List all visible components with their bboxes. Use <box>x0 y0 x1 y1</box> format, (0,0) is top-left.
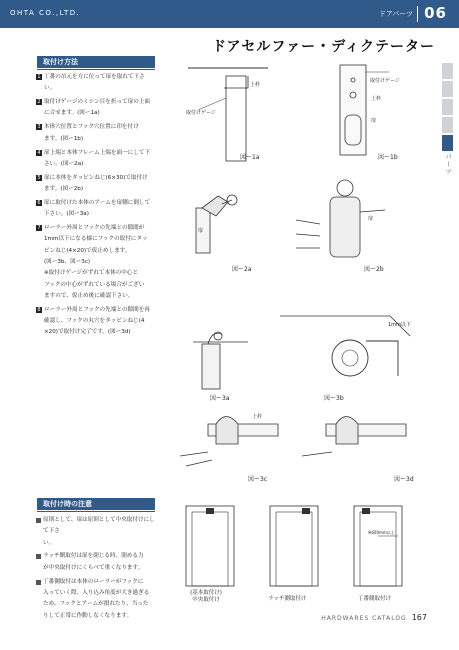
hook-block <box>216 417 238 445</box>
figure-3c-label: 図ー3c <box>248 476 268 483</box>
side-tab <box>442 81 453 97</box>
step-text: ます。(図ー1b) <box>44 135 83 142</box>
step-text: 扉に取付けた本体のアームを扉側に倒して <box>44 199 151 206</box>
caution-heading: 取付け時の注意 <box>37 498 155 510</box>
door-frame <box>270 506 318 586</box>
caution-text: りして正常に作動しなくなります。 <box>43 612 133 619</box>
page-number: 167 <box>411 613 427 622</box>
side-tab <box>442 63 453 79</box>
door-label-latch: ラッチ側取付け <box>268 596 307 602</box>
door-frame <box>354 506 402 586</box>
step-text: に合せます。(図ー1a) <box>44 110 100 117</box>
page-code: 06 <box>424 4 447 22</box>
step-text: ※取付けゲージがずれて本体の中心と <box>44 270 139 277</box>
figure-1b <box>325 60 435 160</box>
page-title: ドアセルファー・ディクテーター <box>211 39 435 55</box>
figure-2b-label: 図ー2b <box>364 266 384 273</box>
figure-1a-label: 図ー1a <box>240 154 260 161</box>
small-note: ※600mm以上 <box>368 530 395 535</box>
section-name: ドアパーツ <box>379 10 413 18</box>
gauge-shape <box>224 76 248 88</box>
install-step <box>36 148 160 171</box>
step-text: さい。(図ー2a) <box>44 160 84 167</box>
measure-label: 1mm以下 <box>388 322 411 328</box>
step-text: ローラー外周とフックの先端との隙間が <box>44 225 145 232</box>
upper-label-2: 上枠 <box>371 96 382 102</box>
company-name: OHTA CO.,LTD. <box>10 9 81 17</box>
screw <box>296 220 320 224</box>
door-leaf <box>360 512 396 586</box>
figure-3c <box>178 404 288 474</box>
leader-line <box>198 98 226 110</box>
step-number: 4 <box>37 149 41 156</box>
step-text: ローラー外周とフックの先端との隙間を再 <box>44 306 150 313</box>
upper-label-3: 上枠 <box>252 414 263 420</box>
figure-3b <box>270 296 420 396</box>
caution-text: ため、フックとアームが損れたり、当った <box>43 601 149 608</box>
gauge-sheet <box>340 65 366 155</box>
figure-3d-label: 図ー3d <box>394 476 414 483</box>
upper-label: 上枠 <box>250 82 261 88</box>
screw <box>186 460 212 466</box>
figure-3d <box>296 404 416 474</box>
figure-2b <box>290 172 400 267</box>
bullet-square <box>36 554 41 559</box>
closer-center <box>206 508 214 514</box>
door-frame <box>186 506 234 586</box>
door-label-2: 扉 <box>198 228 204 234</box>
step-number: 2 <box>37 99 41 106</box>
caution-text: 丁番側取付は本体のローラーがフックに <box>43 578 144 585</box>
step-number: 8 <box>37 306 41 313</box>
body-block <box>330 197 360 257</box>
caution-notes <box>36 515 160 624</box>
install-step <box>36 223 160 302</box>
step-text: 取付けゲージのミシン目を折って扉の上面 <box>44 99 151 106</box>
door-label-hinge: 丁番側取付け <box>358 596 392 602</box>
door-outline <box>226 76 246 161</box>
side-tab <box>442 99 453 115</box>
header-bar <box>0 0 459 28</box>
caution-text: ラッチ側取付は扉を閉じる時、閉める力 <box>43 553 144 560</box>
closer-hinge <box>362 508 370 514</box>
door-edge <box>360 210 385 212</box>
step-number: 1 <box>37 74 41 80</box>
side-tab <box>442 117 453 133</box>
side-label: ドアパーツ <box>444 138 452 176</box>
step-text: ×20)で取付け完了です。(図ー3d) <box>44 329 131 336</box>
door-label: 扉 <box>371 118 377 124</box>
caution-text: 原則として、扉は原則として中央取付けにして下さ <box>43 517 155 535</box>
figure-2a <box>188 188 258 258</box>
roller-hub <box>342 350 358 366</box>
screw <box>180 452 208 456</box>
step-text: 扉に本体をタッピンねじ(6×30)で取付け <box>44 174 148 181</box>
catalog-name: HARDWARES CATALOG <box>321 615 407 622</box>
install-step <box>36 305 160 339</box>
roller <box>337 180 353 196</box>
figure-1a <box>178 58 278 168</box>
door-label-3: 扉 <box>368 216 374 222</box>
figure-2a-label: 図ー2a <box>232 266 252 273</box>
door-leaf <box>192 512 228 586</box>
figure-3b-label: 図ー3b <box>324 395 344 402</box>
install-step <box>36 198 160 221</box>
screw <box>296 234 320 236</box>
step-number: 5 <box>37 174 41 181</box>
install-step <box>36 173 160 196</box>
roller <box>332 340 368 376</box>
step-text: ますので、仮止め後に確認下さい。 <box>44 292 134 299</box>
hook-block <box>336 417 358 445</box>
door-label-basic: (基本取付け) <box>190 590 222 596</box>
step-text: (図ー3b、図ー3c) <box>44 259 91 266</box>
closer-latch <box>302 508 310 514</box>
step-text: ます。(図ー2b) <box>44 186 83 193</box>
hook-shape <box>366 341 398 376</box>
screw <box>302 452 332 456</box>
step-text: 丁番の吊元を方に位って扉を取れて下さ <box>44 74 145 80</box>
door-position-diagrams <box>180 500 420 600</box>
caution-item <box>36 577 160 622</box>
caution-text: が中央取付けにくらべて重くなります。 <box>43 564 144 571</box>
door-label-center-text: 中央取付け <box>192 597 220 603</box>
install-heading: 取付け方法 <box>37 56 155 68</box>
door-label-center <box>184 590 228 604</box>
caution-text: 入っていく際、入り込み角度が大き過ぎる <box>43 589 150 596</box>
step-number: 6 <box>37 199 41 206</box>
step-text: 確認し、フックの丸穴をタッピンねじ(4 <box>44 318 145 325</box>
install-step <box>36 97 160 120</box>
step-text: フックの中心がずれている場合がござい <box>44 281 145 288</box>
gauge-label-2: 取付けゲージ <box>370 78 400 84</box>
door-panel <box>202 344 220 389</box>
step-text: 下さい。(図ー3a) <box>44 211 89 218</box>
step-number: 7 <box>37 225 41 232</box>
step-text: 扉上端と本体フレーム上端を面一にして下 <box>44 149 151 156</box>
install-step <box>36 122 160 145</box>
step-number: 3 <box>37 124 41 131</box>
header-divider <box>417 6 418 22</box>
caution-item <box>36 551 160 574</box>
step-text: い。 <box>44 85 56 92</box>
step-text: ピンねじ(4×20)で仮止めします。 <box>44 247 131 254</box>
door-leaf <box>276 512 312 586</box>
caution-item <box>36 515 160 549</box>
figure-3a-label: 図ー3a <box>210 395 230 402</box>
footer <box>321 613 427 622</box>
install-step <box>36 72 160 95</box>
figure-1b-label: 図ー1b <box>378 154 398 161</box>
bullet-square <box>36 580 41 585</box>
gauge-label: 取付けゲージ <box>186 110 216 116</box>
step-text: 1mm以下になる様にフックの取付にタッ <box>44 236 148 243</box>
install-steps <box>36 72 160 341</box>
figure-3a <box>188 322 258 392</box>
bullet-square <box>36 518 41 523</box>
step-text: 本体穴位置とフック穴位置に印を付け <box>44 124 139 131</box>
caution-text: い。 <box>43 539 55 546</box>
